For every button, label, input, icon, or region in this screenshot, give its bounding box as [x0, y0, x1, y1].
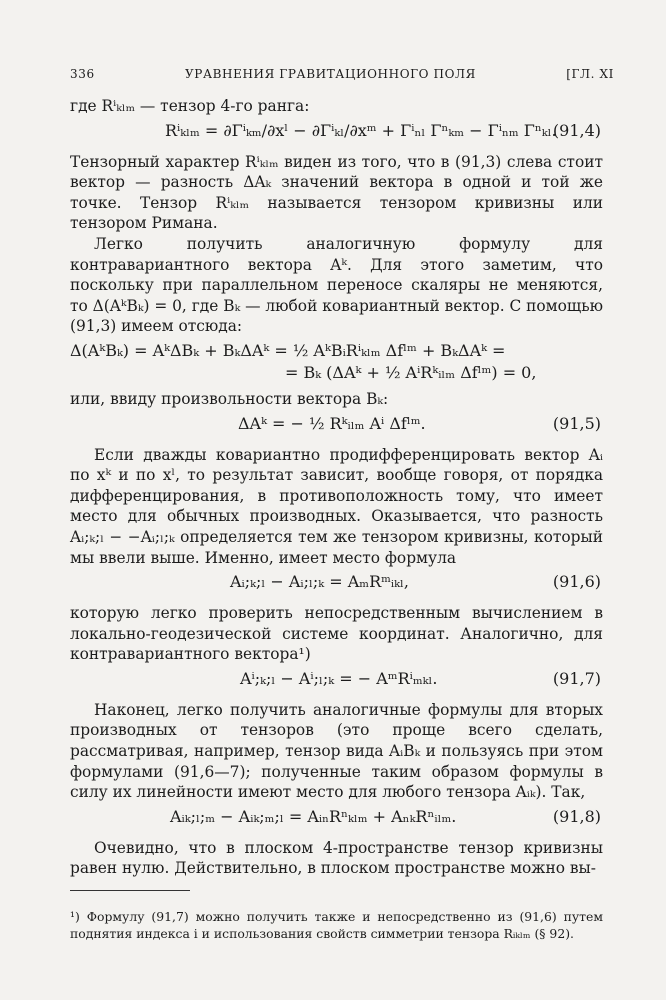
equation-91-7-number: (91,7): [552, 668, 601, 688]
running-title: УРАВНЕНИЯ ГРАВИТАЦИОННОГО ПОЛЯ: [185, 67, 476, 81]
paragraph-4: или, ввиду произвольности вектора Bₖ:: [70, 389, 389, 408]
page-header: [70, 67, 614, 81]
equation-contravariant-line-2: = Bₖ (ΔAᵏ + ½ AⁱRᵏᵢₗₘ Δfˡᵐ) = 0,: [285, 362, 537, 382]
footnote: ¹) Формулу (91,7) можно получить также и непосредственно из (91,6) путем поднятия индекса i и использования свойств симметрии тензора Rᵢₖₗₘ (§ 92).: [70, 909, 603, 941]
equation-91-8-formula: Aᵢₖ;ₗ;ₘ − Aᵢₖ;ₘ;ₗ = AᵢₙRⁿₖₗₘ + AₙₖRⁿᵢₗₘ.: [170, 806, 457, 826]
equation-91-7: [70, 669, 603, 696]
paragraph-1: где Rⁱₖₗₘ — тензор 4-го ранга:: [70, 97, 310, 115]
page-number: 336: [70, 67, 95, 81]
equation-91-6-number: (91,6): [552, 572, 601, 592]
chapter-label: [ГЛ. XI: [566, 67, 614, 81]
equation-91-8-number: (91,8): [552, 806, 601, 826]
equation-91-5-number: (91,5): [552, 413, 601, 433]
paragraph-2: Тензорный характер Rⁱₖₗₘ виден из того, что в (91,3) слева стоит вектор — разность ΔAₖ значений вектора в одной и той же точке. Тензор Rⁱₖₗₘ называется тензором кривизны или тензором Римана.: [70, 152, 603, 233]
paragraph-5: Если дважды ковариантно продифференцировать вектор Aᵢ по xᵏ и по xˡ, то результат зависит, вообще говоря, от порядка дифференцирования, в противоположность тому, что имеет место для обычных производных. Оказывается, что разность Aᵢ;ₖ;ₗ − −Aᵢ;ₗ;ₖ определяется тем же тензором кривизны, который мы ввели выше. Именно, имеет место формула: [70, 445, 603, 567]
main-text: [70, 96, 603, 879]
equation-91-5-formula: ΔAᵏ = − ½ Rᵏᵢₗₘ Aⁱ Δfˡᵐ.: [238, 413, 426, 433]
equation-91-5: [70, 414, 603, 441]
paragraph-3: Легко получить аналогичную формулу для контравариантного вектора Aᵏ. Для этого заметим, что поскольку при параллельном переносе скаляры не меняются, то Δ(AᵏBₖ) = 0, где Bₖ — любой ковариантный вектор. С помощью (91,3) имеем отсюда:: [70, 234, 603, 336]
equation-91-4-number: (91,4): [552, 120, 601, 140]
equation-91-6-formula: Aᵢ;ₖ;ₗ − Aᵢ;ₗ;ₖ = AₘRᵐᵢₖₗ,: [230, 572, 409, 592]
equation-91-8: [70, 807, 603, 834]
paragraph-6: которую легко проверить непосредственным вычислением в локально-геодезической системе координат. Аналогично, для контравариантного вектора¹): [70, 604, 603, 664]
paragraph-7: Наконец, легко получить аналогичные формулы для вторых производных от тензоров (это проще всего сделать, рассматривая, например, тензор вида AᵢBₖ и пользуясь при этом формулами (91,6—7); полученные таким образом формулы в силу их линейности имеют место для любого тензора Aᵢₖ). Так,: [70, 700, 603, 802]
equation-91-4-formula: Rⁱₖₗₘ = ∂Γⁱₖₘ/∂xˡ − ∂Γⁱₖₗ/∂xᵐ + Γⁱₙₗ Γⁿₖₘ − Γⁱₙₘ Γⁿₖₗ.: [165, 120, 557, 140]
equation-91-7-formula: Aⁱ;ₖ;ₗ − Aⁱ;ₗ;ₖ = − AᵐRⁱₘₖₗ.: [240, 668, 438, 688]
equation-91-4: [70, 121, 603, 148]
equation-contravariant: [70, 341, 603, 385]
equation-91-6: [70, 572, 603, 599]
paragraph-8: Очевидно, что в плоском 4-пространстве тензор кривизны равен нулю. Действительно, в плоском пространстве можно вы-: [70, 838, 603, 878]
equation-contravariant-line-1: Δ(AᵏBₖ) = AᵏΔBₖ + BₖΔAᵏ = ½ AᵏBᵢRⁱₖₗₘ Δfˡᵐ + BₖΔAᵏ =: [70, 340, 506, 360]
footnote-rule: [70, 890, 190, 891]
